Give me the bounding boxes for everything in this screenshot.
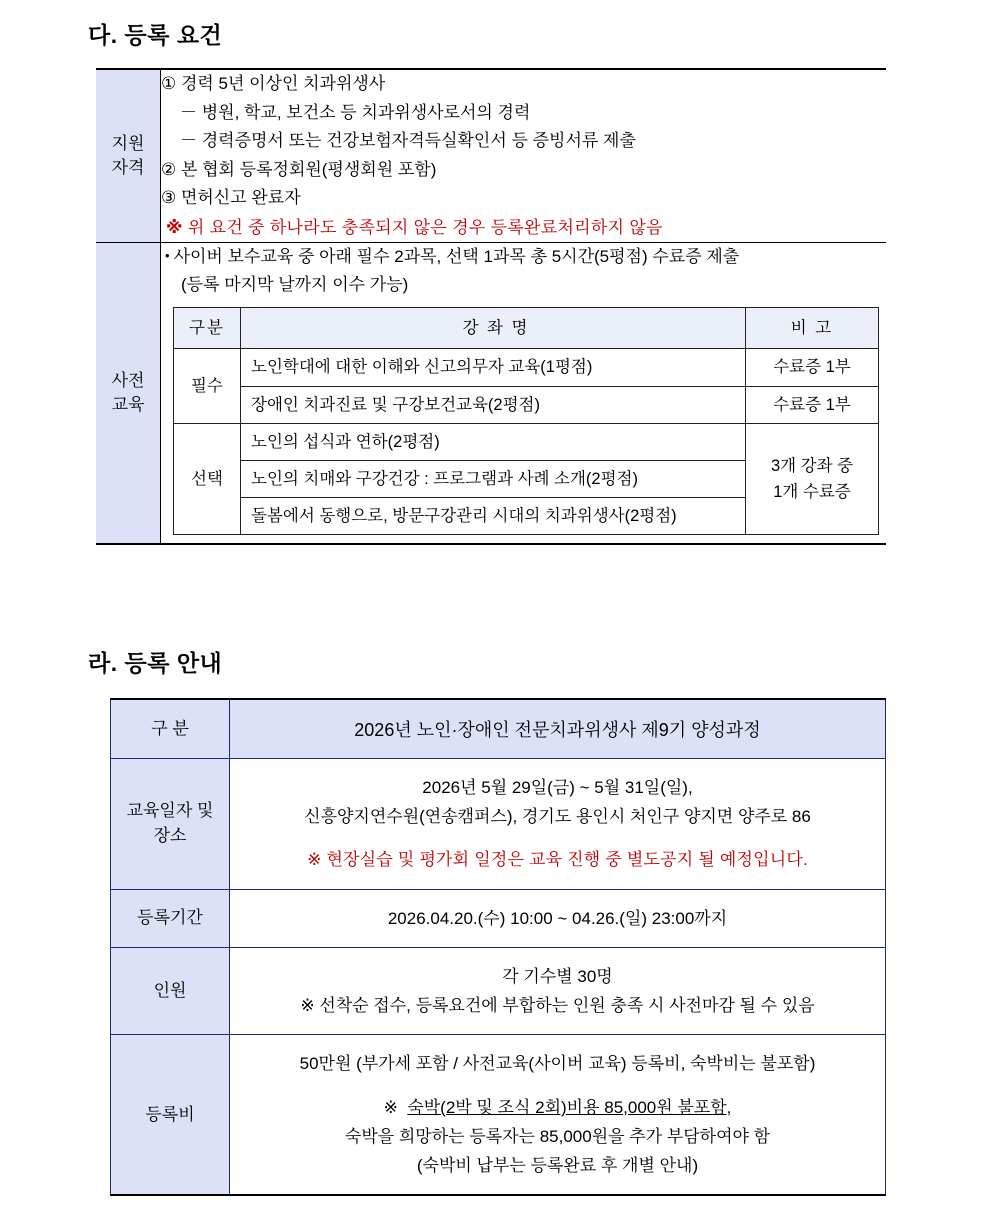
capacity-note — [240, 991, 875, 1020]
course-name: 장애인 치과진료 및 구강보건교육(2평점) — [241, 386, 746, 423]
guide-table — [110, 698, 886, 1196]
course-header-type: 구분 — [174, 307, 241, 348]
row-label-qualification — [96, 69, 161, 243]
preeducation-lead-line2: (등록 마지막 날까지 이수 가능) — [181, 274, 409, 294]
table-row-preeducation — [96, 243, 886, 544]
period-line: 2026.04.20.(수) 10:00 ~ 04.26.(일) 23:00까지 — [387, 908, 728, 928]
date-place-note — [240, 845, 875, 874]
reference-mark-icon: ※ — [300, 996, 315, 1016]
fee-note-underlined: 숙박(2박 및 조식 2회)비용 85,000원 불포함, — [407, 1097, 732, 1117]
row-label-preeducation-line2: 교육 — [111, 395, 145, 415]
guide-label-date-place — [111, 759, 230, 890]
guide-label-division: 구 분 — [111, 699, 230, 759]
course-note-optional-line2: 1개 수료증 — [773, 483, 851, 502]
preeducation-lead — [161, 243, 886, 297]
guide-course-title: 2026년 노인·장애인 전문치과위생사 제9기 양성과정 — [230, 699, 886, 759]
reference-mark-icon: ※ — [383, 1097, 398, 1117]
course-note-optional-line1: 3개 강좌 중 — [770, 456, 854, 475]
row-label-qualification-line2: 자격 — [111, 158, 145, 178]
reference-mark-icon: ※ — [307, 850, 322, 870]
course-note: 수료증 1부 — [746, 386, 879, 423]
list-item: － 병원, 학교, 보건소 등 치과위생사로서의 경력 — [180, 102, 531, 122]
fee-extra-line: 숙박을 희망하는 등록자는 85,000원을 추가 부담하여야 함 — [344, 1126, 771, 1146]
qualification-warning-text: 위 요건 중 하나라도 충족되지 않은 경우 등록완료처리하지 않음 — [187, 217, 663, 237]
row-content-preeducation — [161, 243, 887, 544]
guide-label-date-place-line2: 장소 — [153, 825, 187, 845]
reference-mark-icon: ※ — [166, 217, 183, 237]
section-heading-guide: 라. 등록 안내 — [88, 650, 223, 676]
course-name: 돌봄에서 동행으로, 방문구강관리 시대의 치과위생사(2평점) — [241, 498, 746, 535]
course-table-header-row — [174, 307, 879, 348]
list-item: ① 경력 5년 이상인 치과위생사 — [161, 74, 386, 93]
table-row-fee — [111, 1035, 886, 1195]
guide-value-date-place — [230, 759, 886, 890]
course-note: 수료증 1부 — [746, 349, 879, 386]
course-table — [173, 307, 879, 535]
spacer — [240, 831, 875, 845]
guide-value-capacity — [230, 947, 886, 1034]
guide-label-fee: 등록비 — [111, 1035, 230, 1195]
spacer — [240, 1079, 875, 1093]
row-label-preeducation-line1: 사전 — [111, 370, 145, 390]
guide-value-period — [230, 889, 886, 947]
table-row — [174, 386, 879, 423]
table-row-course-title — [111, 699, 886, 759]
course-note-optional — [746, 424, 879, 535]
bullet-icon: • — [165, 248, 170, 264]
fee-payment-line: (숙박비 납부는 등록완료 후 개별 안내) — [416, 1156, 699, 1176]
fee-line: 50만원 (부가세 포함 / 사전교육(사이버 교육) 등록비, 숙박비는 불포함) — [299, 1054, 816, 1074]
course-name: 노인학대에 대한 이해와 신고의무자 교육(1평점) — [241, 349, 746, 386]
requirements-table — [96, 68, 886, 545]
section-heading-requirements: 다. 등록 요건 — [88, 22, 223, 48]
qualification-warning-note — [161, 213, 886, 243]
table-row-date-place — [111, 759, 886, 890]
list-item: ② 본 협회 등록정회원(평생회원 포함) — [161, 159, 437, 179]
guide-label-capacity: 인원 — [111, 947, 230, 1034]
guide-value-fee — [230, 1035, 886, 1195]
course-name: 노인의 섭식과 연하(2평점) — [241, 424, 746, 461]
guide-label-date-place-line1: 교육일자 및 — [126, 801, 214, 821]
course-header-name: 강 좌 명 — [241, 307, 746, 348]
course-group-optional: 선택 — [174, 424, 241, 535]
date-line: 2026년 5월 29일(금) ~ 5월 31일(일), — [422, 778, 693, 797]
table-row-period — [111, 889, 886, 947]
table-row-capacity — [111, 947, 886, 1034]
capacity-note-text: 선착순 접수, 등록요건에 부합하는 인원 충족 시 사전마감 될 수 있음 — [319, 996, 815, 1016]
date-place-note-text: 현장실습 및 평가회 일정은 교육 진행 중 별도공지 될 예정입니다. — [326, 850, 808, 870]
table-row-qualification — [96, 69, 886, 243]
preeducation-lead-line1: 사이버 보수교육 중 아래 필수 2과목, 선택 1과목 총 5시간(5평점) 수료증 제출 — [173, 247, 740, 267]
list-item: － 경력증명서 또는 건강보험자격득실확인서 등 증빙서류 제출 — [180, 131, 636, 151]
course-group-required: 필수 — [174, 349, 241, 424]
table-row — [174, 349, 879, 386]
course-name: 노인의 치매와 구강건강 : 프로그램과 사례 소개(2평점) — [241, 461, 746, 498]
place-line: 신흥양지연수원(연송캠퍼스), 경기도 용인시 처인구 양지면 양주로 86 — [304, 807, 811, 827]
row-content-qualification — [161, 69, 887, 243]
table-row — [174, 424, 879, 461]
course-header-note: 비 고 — [746, 307, 879, 348]
capacity-line: 각 기수별 30명 — [502, 966, 613, 986]
guide-label-period: 등록기간 — [111, 889, 230, 947]
list-item: ③ 면허신고 완료자 — [161, 188, 301, 208]
qualification-list — [161, 70, 886, 213]
row-label-qualification-line1: 지원 — [111, 133, 145, 153]
row-label-preeducation — [96, 243, 161, 544]
fee-note — [240, 1093, 875, 1122]
